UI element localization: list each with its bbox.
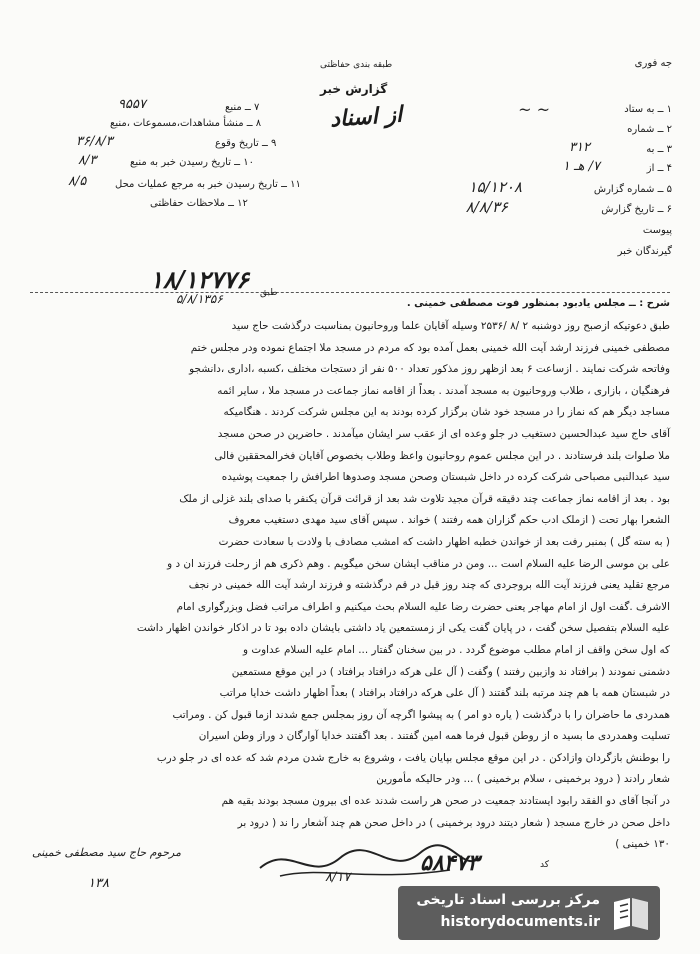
body-line: سید عبدالنبی مصباحی شرکت کرده در داخل شبستان وصحن مسجد وصدوها اطرافش را جمعیت پوشیده xyxy=(221,471,670,484)
body-line: ۱۳۰ خمینی ) xyxy=(615,838,670,851)
field-event-date: ۹ ــ تاریخ وقوع xyxy=(215,138,277,149)
body-line: که اول سخن واقف از امام مطلب موضوع گردد . در بین سخنان گفتار ... امام علیه السلام عداوت و xyxy=(243,643,670,656)
body-line: فرهنگیان ، بازاری ، طلاب وروحانیون به مسجد آمدند . بعداً از اقامه نماز جماعت در مسجد ملا ، سایر ائمه xyxy=(217,384,670,397)
handwritten-note-top: از اسناد xyxy=(329,101,403,133)
report-title: گزارش خبر xyxy=(320,82,388,96)
body-line: علیه السلام بتفصیل سخن گفت ، در پایان گفت یکی از زمستمعین یاد داشتی بایشان داده بود تا در اذکار خواندن اظهار داشت xyxy=(136,622,670,635)
archive-date: ۵/۸/۱۳۵۶ xyxy=(176,292,223,306)
field-from-value: ۷/ هـ ۱ xyxy=(562,159,600,174)
body-line: شعار رادند ( درود برخمینی ، سلام برخمینی ) ... ودر حالیکه مأمورین xyxy=(376,773,670,786)
field-report-number: ۵ ــ شماره گزارش xyxy=(593,184,672,195)
field-staff-hand: ~ ~ xyxy=(518,100,550,119)
document-code-label: کد xyxy=(540,860,550,870)
body-line: همدردی ما حاضران را با درگذشت ( یاره دو امر ) به پیشوا اگرچه آن روز بمجلس جمع شدند ازما قبول کن . ومراتب xyxy=(172,708,670,721)
subject-line: شرح : ــ مجلس یادبود بمنظور فوت مصطفی خمینی . xyxy=(406,298,670,309)
left-mark: ۱۳۸ xyxy=(88,876,109,891)
field-origin: ۸ ــ منشأ مشاهدات،مسموعات ،منبع xyxy=(110,118,262,129)
archive-number: ۱۸/۱۲۷۷۶ xyxy=(150,265,249,294)
document-code: ۵۸۴۷۳ xyxy=(420,850,480,876)
field-news-to-ops-value: ۸/۵ xyxy=(68,174,87,189)
field-event-date-value: ۳۶/۸/۳ xyxy=(76,134,113,149)
body-line: را بوطنش بازگردان وازادکن . در این موقع مجلس بپایان یافت ، وشروع به خارج شدن مردم شد که عده ای در جلو درب xyxy=(156,751,670,764)
body-line: علی بن موسی الرضا علیه السلام است ... ومن در مناقب ایشان سخن میگویم . وهم ذکری هم از رحلت فرزند ان د و xyxy=(167,557,670,570)
body-line: الشعرا بهار تحت ( ازملک ادب حکم گزاران همه رفتند ) خواند . سپس آقای سید مهدی دستغیب معروف xyxy=(228,514,670,527)
field-attachment: پیوست xyxy=(642,225,672,236)
field-source-value: ۹۵۵۷ xyxy=(118,97,146,112)
body-line: وفاتحه شرکت نمایند . ازساعت ۶ بعد ازظهر روز مذکور تعداد ۵۰۰ نفر از دستجات مختلف ،کسبه ،اداری ،دانشجو xyxy=(189,363,670,376)
classification-label: طبقه بندی حفاظتی xyxy=(320,60,393,70)
field-number: ۲ ــ شماره xyxy=(627,124,672,135)
body-line: ملا صلوات بلند فرستادند . در این مجلس عموم روحانیون واعظ وطلاب بخصوص آقایان فخرالمحققین فالی xyxy=(214,449,670,462)
field-staff: ۱ ــ به ستاد xyxy=(624,104,672,115)
body-line: داخل صحن در خارج مسجد ( شعار دیتند درود برخمینی ) در داخل صحن هم چند آشعار را ند ( درود بر xyxy=(237,816,670,829)
footer-hand-note: مرحوم حاج سید مصطفی خمینی xyxy=(32,846,181,859)
field-report-date: ۶ ــ تاریخ گزارش xyxy=(601,204,672,215)
field-security-notes: ۱۲ ــ ملاحظات حفاظتی xyxy=(150,198,248,209)
body-line: مرجع تقلید یعنی فرزند آیت الله بروجردی که چند روز قبل در قم درگذشته و فرزند ارشد آیت الله خمینی در نجف xyxy=(188,579,670,592)
book-logo-icon xyxy=(610,892,652,934)
field-to-value: ۳۱۲ xyxy=(569,140,590,155)
field-news-to-source-value: ۸/۳ xyxy=(78,153,97,168)
field-recipients: گیرندگان خبر xyxy=(617,246,672,257)
archive-watermark xyxy=(398,886,660,940)
body-line: تسلیت وهمدردی ما بسید ه از روطن قبول فرما همه امین گفتند . بعد اگفتند خدایا آوارگان د وراز وطن اسیران xyxy=(198,730,670,743)
body-line: طبق دعوتیکه ازصبح روز دوشنبه ۲ /۸ /۲۵۳۶ وسیله آقایان علما وروحانیون بمناسبت درگذشت حاج سید xyxy=(231,320,670,332)
body-line: ( به سته گل ) بمنبر رفت بعد از خواندن خطبه اظهار داشت که امشب مصادف با ولادت با سعادت حضرت xyxy=(218,535,670,548)
report-body xyxy=(30,316,670,856)
separator-line xyxy=(30,292,670,294)
body-line: آقای حاج سید عبدالحسین دستغیب در جلو وعده ای از عقب سر ایشان میآمدند . حاضرین در صحن مسجد xyxy=(217,427,670,440)
footer-date: ۸/۱۷ xyxy=(325,870,351,885)
field-to: ۳ ــ به xyxy=(646,144,672,155)
watermark-title: مرکز بررسی اسناد تاریخی xyxy=(416,892,600,908)
watermark-site: historydocuments.ir xyxy=(440,914,600,930)
field-report-date-value: ۸/۸/۳۶ xyxy=(465,198,508,216)
body-line: الاشرف .گفت اول از امام مهاجر یعنی حضرت رضا علیه السلام بحث میکنیم و اطراف مراتب فضل وبزرگواری امام xyxy=(176,600,670,613)
field-report-number-value: ۱۵/۱۲۰۸ xyxy=(468,178,522,196)
field-news-to-source: ۱۰ ــ تاریخ رسیدن خبر به منبع xyxy=(130,157,254,168)
body-line: در آنجا آقای دو الفقد رابود ایستادند جمعیت در صحن هر راست شدند عده ای بیرون مسجد بودند بقیه هم xyxy=(221,795,670,808)
priority-label: جه فوری xyxy=(634,58,672,69)
field-from: ۴ ــ از xyxy=(646,163,672,174)
field-news-to-ops: ۱۱ ــ تاریخ رسیدن خبر به مرجع عملیات محل xyxy=(115,179,301,190)
body-line: مساجد دیگر هم که نماز را در مسجد خود شان برگزار کرده بودند به این مجلس شرکت کردند . هنگامیکه xyxy=(223,406,670,419)
field-source: ۷ ــ منبع xyxy=(225,102,260,113)
body-line: در شبستان همه با هم چند مرتبه بلند گفتند ( آل علی هرکه درافتاد برافتاد ) بعداً اظهار داشت خدایا مراتب xyxy=(219,687,670,700)
body-line: بود . بعد از اقامه نماز جماعت چند دقیقه قرآن مجید تلاوت شد بعد از قرائت قرآن یکنفر با صدای بلند غزلی از ملک xyxy=(179,492,670,505)
body-line: دشمنی نمودند ( برافتاد ند وازبین رفتند ) وگفت ( آل علی هرکه درافتاد برافتاد ) در این موقع مستمعین xyxy=(231,665,670,678)
body-line: مصطفی خمینی فرزند ارشد آیت الله خمینی بعمل آمده بود که مردم در مسجد ملا اجتماع نموده ودر مجلس ختم xyxy=(190,341,670,354)
margin-note: طبق xyxy=(260,288,278,298)
